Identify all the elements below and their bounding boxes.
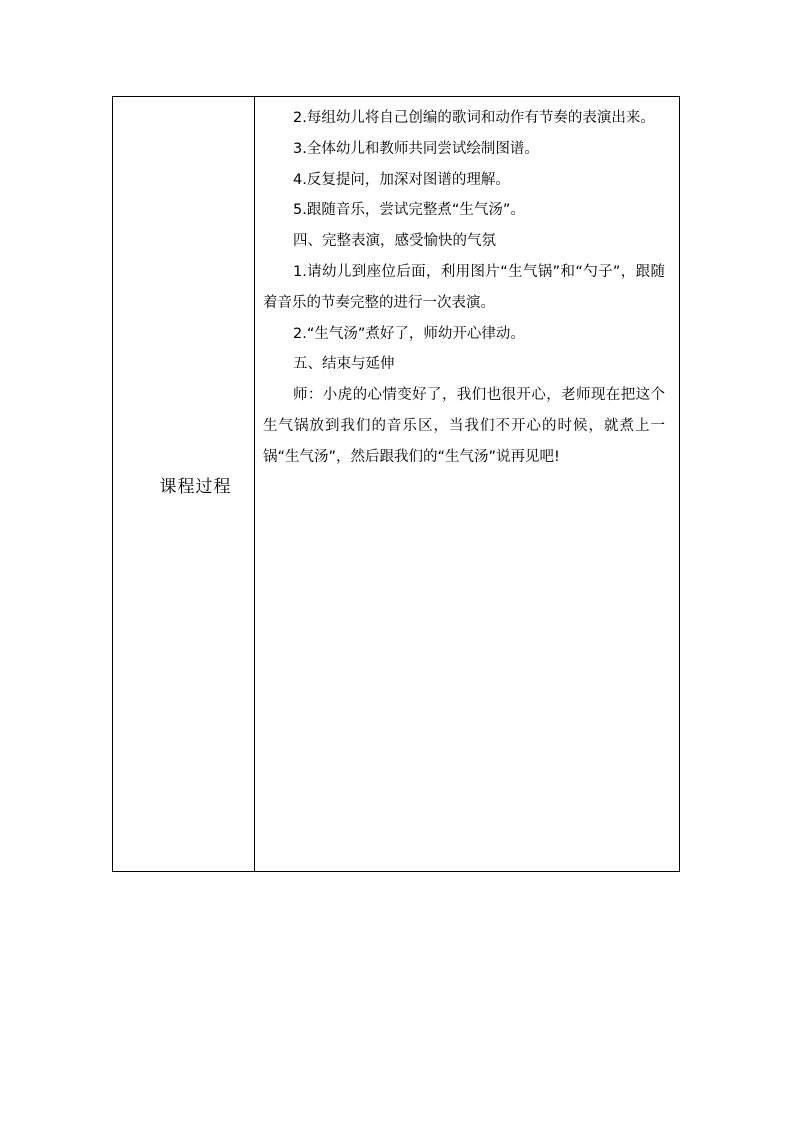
section-4-heading: 四、完整表演，感受愉快的气氛 [293, 233, 496, 250]
row-label: 课程过程 [159, 476, 232, 497]
section-4-step-1-paragraph: 1.请幼儿到座位后面，利用图片“生气锅”和“勺子”，跟随着音乐的节奏完整的进行一次表演。 [263, 263, 665, 311]
section-5-heading: 五、结束与延伸 [293, 356, 395, 373]
step-5-paragraph: 5.跟随音乐，尝试完整煮“生气汤”。 [293, 202, 525, 219]
step-4-paragraph: 4.反复提问，加深对图谱的理解。 [293, 171, 510, 188]
course-process-content [255, 97, 679, 871]
step-2-paragraph: 2.每组幼儿将自己创编的歌词和动作有节奏的表演出来。 [293, 110, 655, 126]
row-label-cell [113, 97, 255, 871]
teacher-closing-paragraph: 师：小虎的心情变好了，我们也很开心，老师现在把这个生气锅放到我们的音乐区，当我们不开心的时候，就煮上一锅“生气汤”，然后跟我们的“生气汤”说再见吧! [263, 387, 665, 465]
section-4-step-2-paragraph: 2.“生气汤”煮好了，师幼开心律动。 [293, 325, 525, 342]
lesson-plan-table [112, 96, 680, 872]
step-3-paragraph: 3.全体幼儿和教师共同尝试绘制图谱。 [293, 140, 539, 157]
